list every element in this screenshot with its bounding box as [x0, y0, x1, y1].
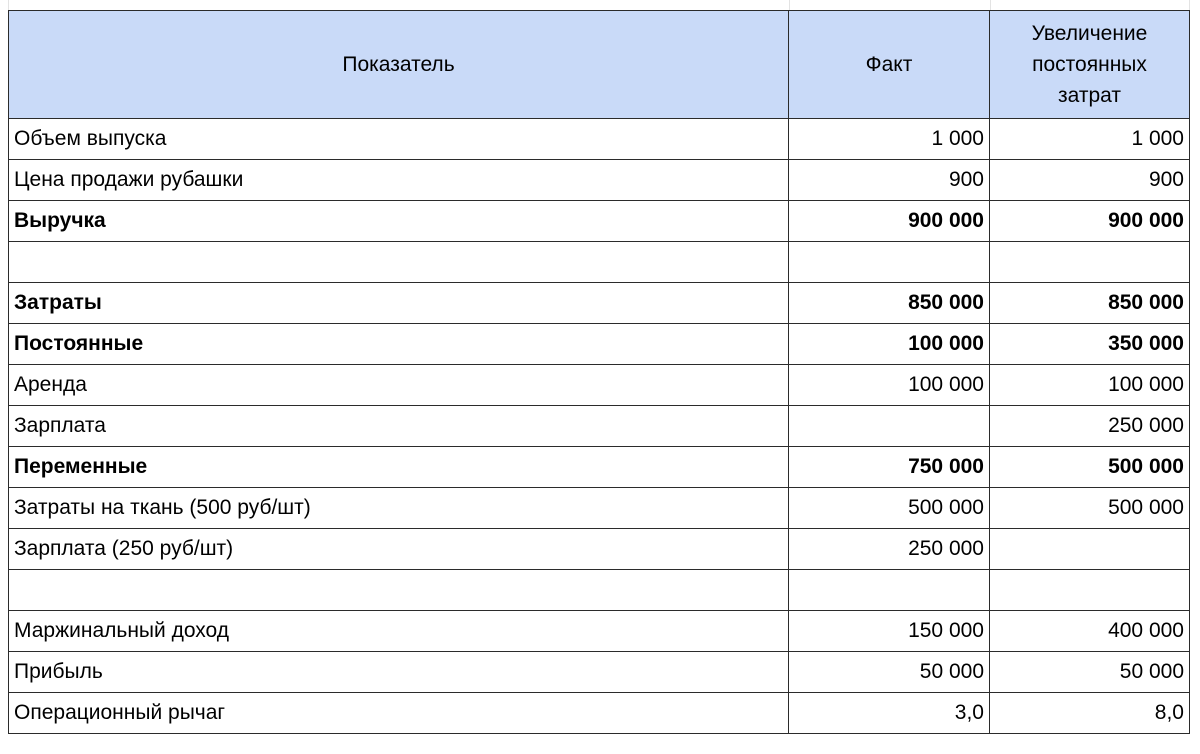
- table-row: [9, 570, 1190, 611]
- table-row: [9, 242, 1190, 283]
- table-row: [9, 201, 1190, 242]
- gridline-stub: [789, 0, 790, 10]
- scenario-value-cell[interactable]: 350 000: [990, 324, 1190, 365]
- table-row: [9, 488, 1190, 529]
- scenario-value-cell[interactable]: 100 000: [990, 365, 1190, 406]
- table-row: [9, 365, 1190, 406]
- fact-value-cell[interactable]: 1 000: [789, 119, 990, 160]
- scenario-value-cell[interactable]: 900: [990, 160, 1190, 201]
- table-row: [9, 324, 1190, 365]
- fact-value-cell[interactable]: 900 000: [789, 201, 990, 242]
- scenario-value-cell[interactable]: 900 000: [990, 201, 1190, 242]
- header-cell-fact[interactable]: Факт: [789, 11, 990, 119]
- table-row: [9, 406, 1190, 447]
- fact-value-cell[interactable]: [789, 406, 990, 447]
- fact-value-cell[interactable]: 50 000: [789, 652, 990, 693]
- scenario-value-cell[interactable]: 850 000: [990, 283, 1190, 324]
- row-label-cell[interactable]: Затраты: [9, 283, 789, 324]
- row-label-cell[interactable]: Постоянные: [9, 324, 789, 365]
- row-label-cell[interactable]: Затраты на ткань (500 руб/шт): [9, 488, 789, 529]
- fact-value-cell[interactable]: 900: [789, 160, 990, 201]
- gridline-stub: [1189, 0, 1190, 10]
- fact-value-cell[interactable]: 750 000: [789, 447, 990, 488]
- header-cell-indicator[interactable]: Показатель: [9, 11, 789, 119]
- scenario-value-cell[interactable]: [990, 242, 1190, 283]
- fact-value-cell[interactable]: 500 000: [789, 488, 990, 529]
- table-row: [9, 447, 1190, 488]
- header-row: [9, 11, 1190, 119]
- row-label-cell[interactable]: Аренда: [9, 365, 789, 406]
- row-label-cell[interactable]: Операционный рычаг: [9, 693, 789, 734]
- fact-value-cell[interactable]: [789, 570, 990, 611]
- row-label-cell[interactable]: Объем выпуска: [9, 119, 789, 160]
- scenario-value-cell[interactable]: 1 000: [990, 119, 1190, 160]
- fact-value-cell[interactable]: 850 000: [789, 283, 990, 324]
- table-row: [9, 652, 1190, 693]
- row-label-cell[interactable]: Выручка: [9, 201, 789, 242]
- row-label-cell[interactable]: Прибыль: [9, 652, 789, 693]
- row-label-cell[interactable]: [9, 570, 789, 611]
- scenario-value-cell[interactable]: 500 000: [990, 447, 1190, 488]
- table-row: [9, 611, 1190, 652]
- fact-value-cell[interactable]: 100 000: [789, 365, 990, 406]
- row-label-cell[interactable]: Переменные: [9, 447, 789, 488]
- scenario-value-cell[interactable]: 500 000: [990, 488, 1190, 529]
- scenario-value-cell[interactable]: [990, 570, 1190, 611]
- fact-value-cell[interactable]: 150 000: [789, 611, 990, 652]
- row-label-cell[interactable]: Маржинальный доход: [9, 611, 789, 652]
- table-row: [9, 160, 1190, 201]
- row-label-cell[interactable]: [9, 242, 789, 283]
- scenario-value-cell[interactable]: [990, 529, 1190, 570]
- header-cell-scenario[interactable]: Увеличение постоянных затрат: [990, 11, 1190, 119]
- fact-value-cell[interactable]: [789, 242, 990, 283]
- fact-value-cell[interactable]: 250 000: [789, 529, 990, 570]
- gridline-stub: [990, 0, 991, 10]
- spreadsheet-table: [8, 10, 1190, 734]
- table-row: [9, 283, 1190, 324]
- row-label-cell[interactable]: Зарплата (250 руб/шт): [9, 529, 789, 570]
- scenario-value-cell[interactable]: 400 000: [990, 611, 1190, 652]
- scenario-value-cell[interactable]: 50 000: [990, 652, 1190, 693]
- row-label-cell[interactable]: Зарплата: [9, 406, 789, 447]
- fact-value-cell[interactable]: 100 000: [789, 324, 990, 365]
- scenario-value-cell[interactable]: 250 000: [990, 406, 1190, 447]
- fact-value-cell[interactable]: 3,0: [789, 693, 990, 734]
- table-row: [9, 119, 1190, 160]
- gridline-stub: [8, 0, 9, 10]
- scenario-value-cell[interactable]: 8,0: [990, 693, 1190, 734]
- table-row: [9, 529, 1190, 570]
- table-row: [9, 693, 1190, 734]
- row-label-cell[interactable]: Цена продажи рубашки: [9, 160, 789, 201]
